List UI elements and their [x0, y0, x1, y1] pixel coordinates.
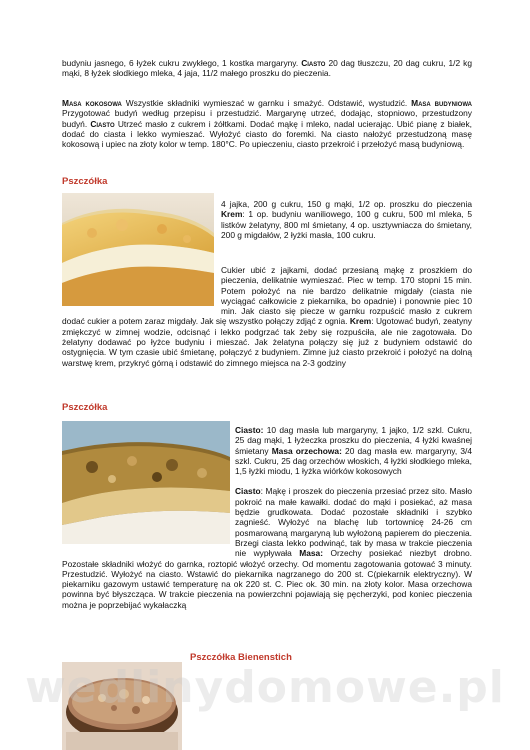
float-spacer [62, 265, 221, 312]
float-spacer-2 [62, 425, 235, 553]
recipe-1-title: Pszczółka [62, 176, 108, 187]
recipe-1-krem2-label: Krem [349, 316, 372, 327]
watermark: wedlinydomowe.pl [25, 662, 505, 713]
recipe-2-ing-a: 10 dag masła lub margaryny, 1 jajko, 1/2 szkl. Cukru, 25 dag mąki, 1 łyżeczka proszku do pieczenia, 4 łyżki kwaśnej śmietany [235, 425, 472, 456]
recipe-2-ciasto2-label: Ciasto [235, 486, 261, 497]
recipe-1-ing-b: : 1 op. budyniu waniliowego, 100 g cukru, 500 ml mleka, 5 listków żelatyny, 800 ml śmietany, 4 op. usztywniacza do śmietany, 200 g migdałów, 2 łyżki masła, 100 cukru. [221, 209, 472, 240]
intro-paragraph [62, 58, 472, 79]
recipe-2-steps-a: : Mąkę i proszek do pieczenia przesiać przez sito. Masło pokroić na małe kawałki. dodać do mąki i posiekać, aż masa będzie grudkowata. Dodać pozostałe składniki i szybko zagnieść. Wyłożyć na blachę lub tortownicę 24-26 cm posmarowaną margaryną lub wyłożoną papierem do pieczenia. Brzegi ciasta lekko podwinąć, tak by masa w trakcie pieczenia nie wypływała [235, 486, 472, 559]
recipe-2-masa2-label: Masa: [299, 548, 324, 559]
recipe-2-text [62, 425, 472, 610]
intro-text-a: budyniu jasnego, 6 łyżek cukru zwykłego, 1 kostka margaryny. [62, 58, 302, 68]
recipe-2-masa-label: Masa orzechowa: [271, 445, 342, 456]
recipe-1-steps [62, 265, 472, 368]
recipe-3-title: Pszczółka Bienenstich [190, 652, 292, 663]
cake-photo-3 [62, 662, 182, 750]
masa-budyniowa-label: Masa budyniowa [411, 98, 472, 108]
masa-kokosowa-label: Masa kokosowa [62, 98, 122, 108]
masa-paragraph [62, 98, 472, 149]
intro-text-b: 20 dag tłuszczu, 20 dag cukru, 1/2 kg mąki, 8 łyżek słodkiego mleka, 4 jaja, 11/2 małego proszku do pieczenia. [62, 58, 472, 79]
recipe-3-photo [62, 662, 182, 750]
recipe-2-ciasto-label: Ciasto: [235, 425, 264, 435]
recipe-1-krem-label: Krem [221, 209, 243, 220]
recipe-1-steps-b: : Ugotować budyń, zeatyny zmiękczyć w zimnej wodzie, odcisnąć i lekko podgrzać tak żeby się rozpuściła, ale nie zagotowała. Do żelatyny dodawać po łyżce budyniu i mieszać. Jak żelatyna połączy się już z budyniem odstawić do ostygnięcia. W tym czasie ubić śmietanę, połączyć z budyniem. Zimne już ciasto przekroić i położyć na dolną warstwę krem, przykryć górną i odstawić do zimnego miejsca na 2-3 godziny [62, 316, 472, 368]
recipe-2-ing-b: 20 dag masła ew. margaryny, 3/4 szkl. Cukru, 25 dag orzechów włoskich, 4 łyżki słodkiego mleka, 1,5 łyżki miodu, 1 łyżka wiórków kokosowych [235, 445, 472, 477]
recipe-2-title: Pszczółka [62, 402, 108, 413]
recipe-2-steps-b: Orzechy posiekać niezbyt drobno. Pozostałe składniki włożyć do garnka, roztopić włożyć orzechy. Od momentu zagotowania gotować 3 minuty. Przestudzić. Wyłożyć na ciasto. Wstawić do piekarnika nagrzanego do 200 st. C(piekarnik elektryczny). W piekarniku gazowym ustawić temperaturę na ok 220 st. C. Piec ok. 30 min. na złoty kolor. Masa orzechowa powinna być błyszcząca. W trakcie pieczenia na powierzchni pojawiają się pęcherzyki, pod koniec pieczenia można je poprzebijać wykałaczką [62, 548, 473, 610]
recipe-1-steps-a: Cukier ubić z jajkami, dodać przesianą mąkę z proszkiem do pieczenia, delikatnie wymieszać. Piec w temp. 170 stopni 15 min. Potem położyć na nie bardzo delikatnie migdały (ciasta nie wyciągać całkowicie z piekarnika, bo opadnie) i ponownie piec 10 min. Jak ciasto się piecze w garnku rozpuścić masło z cukrem dodać cukier a potem zaraz migdały. Jak się wszystko połączy zdjąć z ognia. [62, 265, 472, 327]
ciasto-label: Ciasto [90, 118, 115, 129]
intro-ciasto-label: Ciasto [301, 58, 326, 68]
masa-budyniowa-text: Przygotować budyń według przepisu i przestudzić. Margarynę utrzeć, dodając, stopniowo, przestudzony budyń. [62, 108, 472, 129]
ciasto-text: Utrzeć masło z cukrem i żółtkami. Dodać mąkę i mleko, nadal ucierając. Ubić pianę z białek, dodać do ciasta i lekko wymieszać. Wyłożyć ciasto do foremki. Na ciasto nałożyć przestudzoną masę kokosową i upiec na złoty kolor w temp. 180°C. Po upieczeniu, ciasto przekroić i przełożyć masą budyniową. [62, 118, 472, 150]
recipe-1-ingredients [221, 199, 472, 240]
recipe-1-ing-a: 4 jajka, 200 g cukru, 150 g mąki, 1/2 op. proszku do pieczenia [221, 199, 472, 209]
masa-kokosowa-text: Wszystkie składniki wymieszać w garnku i smażyć. Odstawić, wystudzić. [121, 98, 412, 108]
